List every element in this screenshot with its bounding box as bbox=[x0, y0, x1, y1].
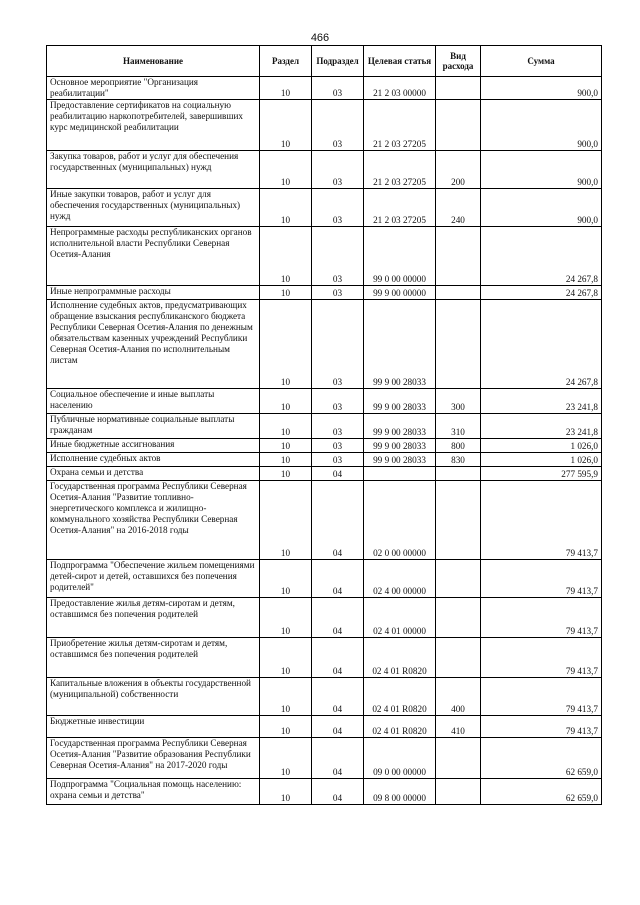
cell-subsection: 04 bbox=[312, 738, 364, 779]
cell-expense-type: 400 bbox=[436, 678, 481, 716]
cell-name: Подпрограмма "Социальная помощь населению: охрана семьи и детства" bbox=[47, 779, 260, 805]
table-row bbox=[47, 738, 602, 779]
cell-section: 10 bbox=[260, 151, 312, 189]
cell-target: 02 4 01 00000 bbox=[364, 598, 436, 638]
cell-sum: 79 413,7 bbox=[481, 638, 602, 678]
cell-target: 99 9 00 28033 bbox=[364, 389, 436, 414]
header-expense-type: Вид расхода bbox=[436, 46, 481, 77]
header-target: Целевая статья bbox=[364, 46, 436, 77]
table-row bbox=[47, 560, 602, 598]
cell-name: Непрограммные расходы республиканских органов исполнительной власти Республики Северная Осетия-Алания bbox=[47, 227, 260, 286]
page-number: 466 bbox=[310, 32, 330, 44]
cell-subsection: 04 bbox=[312, 598, 364, 638]
cell-target: 09 0 00 00000 bbox=[364, 738, 436, 779]
cell-name: Охрана семьи и детства bbox=[47, 467, 260, 481]
cell-sum: 1 026,0 bbox=[481, 453, 602, 467]
table-row bbox=[47, 227, 602, 286]
cell-section: 10 bbox=[260, 738, 312, 779]
cell-expense-type bbox=[436, 227, 481, 286]
cell-subsection: 03 bbox=[312, 453, 364, 467]
cell-name: Государственная программа Республики Северная Осетия-Алания "Развитие топливно-энергетического комплекса и жилищно-коммунального хозяйства Республики Северная Осетия-Алания" на 2016-2018 годы bbox=[47, 481, 260, 560]
table-row bbox=[47, 286, 602, 300]
cell-target: 21 2 03 27205 bbox=[364, 189, 436, 227]
cell-subsection: 04 bbox=[312, 716, 364, 738]
cell-section: 10 bbox=[260, 414, 312, 439]
cell-expense-type bbox=[436, 77, 481, 100]
table-row bbox=[47, 716, 602, 738]
cell-section: 10 bbox=[260, 227, 312, 286]
cell-section: 10 bbox=[260, 467, 312, 481]
header-section: Раздел bbox=[260, 46, 312, 77]
table-row bbox=[47, 678, 602, 716]
cell-name: Предоставление жилья детям-сиротам и детям, оставшимся без попечения родителей bbox=[47, 598, 260, 638]
cell-name: Публичные нормативные социальные выплаты гражданам bbox=[47, 414, 260, 439]
cell-sum: 900,0 bbox=[481, 151, 602, 189]
cell-section: 10 bbox=[260, 638, 312, 678]
cell-target: 21 2 03 00000 bbox=[364, 77, 436, 100]
cell-target: 09 8 00 00000 bbox=[364, 779, 436, 805]
cell-expense-type: 410 bbox=[436, 716, 481, 738]
cell-section: 10 bbox=[260, 678, 312, 716]
cell-sum: 62 659,0 bbox=[481, 779, 602, 805]
cell-section: 10 bbox=[260, 300, 312, 389]
table-row bbox=[47, 414, 602, 439]
table-row bbox=[47, 638, 602, 678]
cell-target: 99 9 00 28033 bbox=[364, 453, 436, 467]
cell-section: 10 bbox=[260, 481, 312, 560]
cell-name: Государственная программа Республики Северная Осетия-Алания "Развитие образования Республики Северная Осетия-Алания" на 2017-2020 годы bbox=[47, 738, 260, 779]
cell-expense-type bbox=[436, 560, 481, 598]
cell-subsection: 03 bbox=[312, 439, 364, 453]
cell-subsection: 03 bbox=[312, 189, 364, 227]
cell-expense-type: 800 bbox=[436, 439, 481, 453]
table-row bbox=[47, 151, 602, 189]
cell-subsection: 03 bbox=[312, 414, 364, 439]
cell-sum: 23 241,8 bbox=[481, 414, 602, 439]
cell-section: 10 bbox=[260, 389, 312, 414]
cell-sum: 277 595,9 bbox=[481, 467, 602, 481]
cell-name: Исполнение судебных актов, предусматривающих обращение взыскания республиканского бюджета Республики Северная Осетия-Алания по денежным обязательствам казенных учреждений Республики Северная Осетия-Алания по исполнительным листам bbox=[47, 300, 260, 389]
cell-sum: 1 026,0 bbox=[481, 439, 602, 453]
cell-target bbox=[364, 467, 436, 481]
cell-target: 21 2 03 27205 bbox=[364, 151, 436, 189]
cell-sum: 23 241,8 bbox=[481, 389, 602, 414]
cell-target: 21 2 03 27205 bbox=[364, 100, 436, 151]
table-row bbox=[47, 439, 602, 453]
cell-section: 10 bbox=[260, 286, 312, 300]
cell-target: 02 4 01 R0820 bbox=[364, 638, 436, 678]
cell-name: Предоставление сертификатов на социальную реабилитацию наркопотребителей, завершивших курс медицинской реабилитации bbox=[47, 100, 260, 151]
cell-target: 02 0 00 00000 bbox=[364, 481, 436, 560]
cell-target: 02 4 01 R0820 bbox=[364, 716, 436, 738]
header-subsection: Подраздел bbox=[312, 46, 364, 77]
cell-subsection: 04 bbox=[312, 481, 364, 560]
cell-subsection: 03 bbox=[312, 286, 364, 300]
cell-sum: 79 413,7 bbox=[481, 716, 602, 738]
cell-expense-type: 310 bbox=[436, 414, 481, 439]
table-row bbox=[47, 77, 602, 100]
table-row bbox=[47, 453, 602, 467]
table-row bbox=[47, 189, 602, 227]
cell-section: 10 bbox=[260, 77, 312, 100]
cell-sum: 900,0 bbox=[481, 189, 602, 227]
cell-sum: 79 413,7 bbox=[481, 481, 602, 560]
cell-name: Основное мероприятие "Организация реабилитации" bbox=[47, 77, 260, 100]
cell-target: 99 9 00 00000 bbox=[364, 286, 436, 300]
cell-expense-type bbox=[436, 286, 481, 300]
cell-subsection: 03 bbox=[312, 100, 364, 151]
table-row bbox=[47, 467, 602, 481]
cell-expense-type: 300 bbox=[436, 389, 481, 414]
cell-sum: 24 267,8 bbox=[481, 300, 602, 389]
cell-expense-type bbox=[436, 598, 481, 638]
cell-sum: 62 659,0 bbox=[481, 738, 602, 779]
cell-subsection: 03 bbox=[312, 389, 364, 414]
cell-section: 10 bbox=[260, 439, 312, 453]
table-row bbox=[47, 300, 602, 389]
cell-subsection: 03 bbox=[312, 227, 364, 286]
table-row bbox=[47, 389, 602, 414]
header-sum: Сумма bbox=[481, 46, 602, 77]
cell-name: Исполнение судебных актов bbox=[47, 453, 260, 467]
budget-table bbox=[46, 45, 602, 805]
cell-name: Приобретение жилья детям-сиротам и детям, оставшимся без попечения родителей bbox=[47, 638, 260, 678]
cell-target: 99 0 00 00000 bbox=[364, 227, 436, 286]
cell-sum: 79 413,7 bbox=[481, 598, 602, 638]
table-row bbox=[47, 779, 602, 805]
cell-subsection: 03 bbox=[312, 300, 364, 389]
cell-name: Капитальные вложения в объекты государственной (муниципальной) собственности bbox=[47, 678, 260, 716]
cell-name: Иные непрограммные расходы bbox=[47, 286, 260, 300]
cell-name: Бюджетные инвестиции bbox=[47, 716, 260, 738]
cell-section: 10 bbox=[260, 189, 312, 227]
cell-expense-type bbox=[436, 738, 481, 779]
cell-expense-type: 200 bbox=[436, 151, 481, 189]
cell-section: 10 bbox=[260, 598, 312, 638]
cell-subsection: 03 bbox=[312, 151, 364, 189]
cell-name: Иные бюджетные ассигнования bbox=[47, 439, 260, 453]
cell-sum: 79 413,7 bbox=[481, 678, 602, 716]
cell-target: 99 9 00 28033 bbox=[364, 439, 436, 453]
cell-section: 10 bbox=[260, 779, 312, 805]
cell-expense-type: 830 bbox=[436, 453, 481, 467]
table-row bbox=[47, 100, 602, 151]
cell-expense-type bbox=[436, 467, 481, 481]
cell-sum: 24 267,8 bbox=[481, 286, 602, 300]
table-row bbox=[47, 598, 602, 638]
cell-section: 10 bbox=[260, 716, 312, 738]
table-row bbox=[47, 481, 602, 560]
header-name: Наименование bbox=[47, 46, 260, 77]
cell-sum: 79 413,7 bbox=[481, 560, 602, 598]
cell-section: 10 bbox=[260, 453, 312, 467]
cell-subsection: 04 bbox=[312, 678, 364, 716]
cell-subsection: 04 bbox=[312, 467, 364, 481]
cell-sum: 900,0 bbox=[481, 100, 602, 151]
cell-subsection: 04 bbox=[312, 560, 364, 598]
cell-expense-type bbox=[436, 300, 481, 389]
cell-subsection: 04 bbox=[312, 638, 364, 678]
cell-subsection: 04 bbox=[312, 779, 364, 805]
cell-target: 99 9 00 28033 bbox=[364, 414, 436, 439]
cell-section: 10 bbox=[260, 100, 312, 151]
cell-target: 02 4 01 R0820 bbox=[364, 678, 436, 716]
cell-sum: 900,0 bbox=[481, 77, 602, 100]
cell-target: 99 9 00 28033 bbox=[364, 300, 436, 389]
cell-target: 02 4 00 00000 bbox=[364, 560, 436, 598]
cell-name: Социальное обеспечение и иные выплаты населению bbox=[47, 389, 260, 414]
cell-expense-type bbox=[436, 638, 481, 678]
cell-subsection: 03 bbox=[312, 77, 364, 100]
cell-expense-type bbox=[436, 100, 481, 151]
table-header-row bbox=[47, 46, 602, 77]
cell-sum: 24 267,8 bbox=[481, 227, 602, 286]
cell-name: Подпрограмма "Обеспечение жильем помещениями детей-сирот и детей, оставшихся без попечения родителей" bbox=[47, 560, 260, 598]
cell-name: Закупка товаров, работ и услуг для обеспечения государственных (муниципальных) нужд bbox=[47, 151, 260, 189]
cell-section: 10 bbox=[260, 560, 312, 598]
cell-expense-type: 240 bbox=[436, 189, 481, 227]
cell-expense-type bbox=[436, 481, 481, 560]
cell-expense-type bbox=[436, 779, 481, 805]
cell-name: Иные закупки товаров, работ и услуг для обеспечения государственных (муниципальных) нужд bbox=[47, 189, 260, 227]
